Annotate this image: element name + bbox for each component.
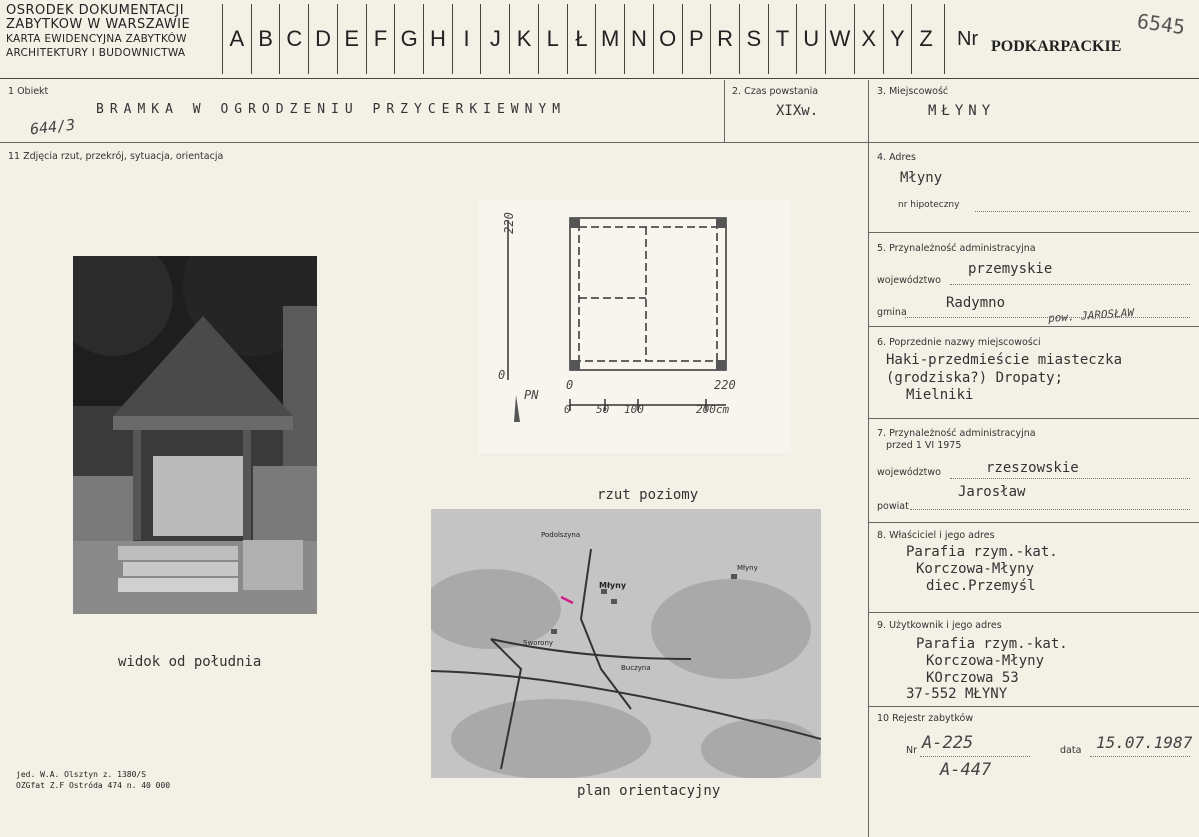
map-label-buczyna: Buczyna [621,664,651,672]
photo-caption: widok od południa [118,654,262,670]
wlasciciel-line1: Parafia rzym.-kat. [906,544,1058,560]
rejestr-nr-label: Nr [906,745,918,756]
uzytkownik-line1: Parafia rzym.-kat. [916,636,1068,652]
index-letter: Z [911,4,940,74]
nr-label: Nr [957,28,979,50]
przed1975-woj-label: województwo [877,467,941,478]
uzytkownik-line2: Korczowa-Młyny [926,653,1045,669]
index-letter: C [279,4,308,74]
plan-dim-left: 220 [501,212,516,234]
scale-0: 0 [564,403,571,416]
miejscowosc-value: MŁYNY [928,103,996,119]
index-letter: A [222,4,251,74]
woj-label: województwo [877,275,941,286]
przynaleznosc-label: 5. Przynależność administracyjna [877,243,1036,254]
card-code: 6545 [1135,8,1187,40]
plan-dim-zero: 0 [498,368,506,382]
inventory-note: 644/3 [29,115,76,139]
przed1975-date: przed 1 VI 1975 [886,440,962,451]
scale-100: 100 [624,403,644,416]
powiat-note: pow. JAROSŁAW [1047,306,1135,325]
province-stamp: PODKARPACKIE [991,38,1122,55]
index-letter: U [796,4,825,74]
adres-value: Młyny [900,170,943,186]
footer-line-2: OZGfat Z.F Ostróda 474 n. 40 000 [16,781,171,790]
powiat-value: Jarosław [958,484,1026,500]
north-label: PN [524,388,539,402]
office-line-3: KARTA EWIDENCYJNA ZABYTKÓW [6,33,187,45]
wlasciciel-label: 8. Właściciel i jego adres [877,530,995,541]
rejestr-nr-value: A-225 [922,733,974,753]
poprzednie-line1: Haki-przedmieście miasteczka [886,352,1123,368]
footer-line-1: jed. W.A. Olsztyn z. 1380/S [16,770,147,779]
index-letter: M [595,4,624,74]
przed1975-label: 7. Przynależność administracyjna [877,428,1036,439]
index-letter: J [480,4,509,74]
rejestr-data-label: data [1060,745,1082,756]
index-letter: N [624,4,653,74]
wlasciciel-line3: diec.Przemyśl [926,578,1036,594]
index-letter: Y [883,4,912,74]
index-letter: E [337,4,366,74]
index-letter: Ł [567,4,596,74]
poprzednie-line2: (grodziska?) Dropaty; [886,370,1064,386]
office-line-1: OSRODEK DOKUMENTACJI [6,3,185,18]
gmina-label: gmina [877,307,907,318]
gate-photograph [73,256,317,614]
office-line-4: ARCHITEKTURY I BUDOWNICTWA [6,47,186,59]
adres-label: 4. Adres [877,152,916,163]
poprzednie-label: 6. Poprzednie nazwy miejscowości [877,337,1041,348]
map-label-mlyny-2: Młyny [737,564,758,572]
index-letter: B [251,4,280,74]
index-letter: R [710,4,739,74]
plan-dim-bottom: 220 [714,378,736,392]
uzytkownik-label: 9. Użytkownik i jego adres [877,620,1002,631]
floor-plan-drawing [478,200,791,453]
uzytkownik-line4: 37-552 MŁYNY [906,686,1008,702]
wlasciciel-line2: Korczowa-Młyny [916,561,1035,577]
rejestr-label: 10 Rejestr zabytków [877,713,974,724]
powiat-label: powiat [877,501,909,512]
map-label-sworony: Sworony [523,639,554,647]
map-label-podolszyna: Podolszyna [541,531,581,539]
index-letter: H [423,4,452,74]
index-letter: W [825,4,854,74]
gmina-value: Radymno [946,295,1006,311]
plan-dim-bottom-zero: 0 [566,378,574,392]
index-letter: I [452,4,481,74]
index-letter: K [509,4,538,74]
czas-label: 2. Czas powstania [732,86,819,97]
scale-50: 50 [596,403,610,416]
rejestr-data-value: 15.07.1987 [1096,733,1193,752]
index-letter: X [854,4,883,74]
index-letter: L [538,4,567,74]
office-line-2: ZABYTKOW W WARSZAWIE [6,17,191,32]
card-number-box [944,4,1189,74]
woj-value: przemyskie [968,261,1053,277]
map-label-mlyny: Młyny [599,581,627,590]
index-letter: T [768,4,797,74]
czas-value: XIXw. [776,103,819,119]
hipoteczny-label: nr hipoteczny [898,200,960,210]
obiekt-value: BRAMKA W OGRODZENIU PRZYCERKIEWNYM [96,102,567,117]
miejscowosc-label: 3. Miejscowość [877,86,949,97]
index-letter: O [653,4,682,74]
obiekt-label: 1 Obiekt [8,86,49,97]
scale-200: 200cm [696,403,730,416]
uzytkownik-line3: KOrczowa 53 [926,670,1019,686]
alphabet-index [222,4,940,74]
issuing-office [6,4,218,60]
index-letter: F [366,4,395,74]
index-letter: P [682,4,711,74]
przed1975-woj-value: rzeszowskie [986,460,1079,476]
index-letter: S [739,4,768,74]
rejestr-nr-extra: A-447 [940,760,992,780]
photos-label: 11 Zdjęcia rzut, przekrój, sytuacja, orientacja [8,151,224,162]
index-letter: D [308,4,337,74]
plan-caption: rzut poziomy [597,487,699,503]
poprzednie-line3: Mielniki [906,387,974,403]
map-caption: plan orientacyjny [577,783,721,799]
orientation-map [431,509,821,778]
index-letter: G [394,4,423,74]
